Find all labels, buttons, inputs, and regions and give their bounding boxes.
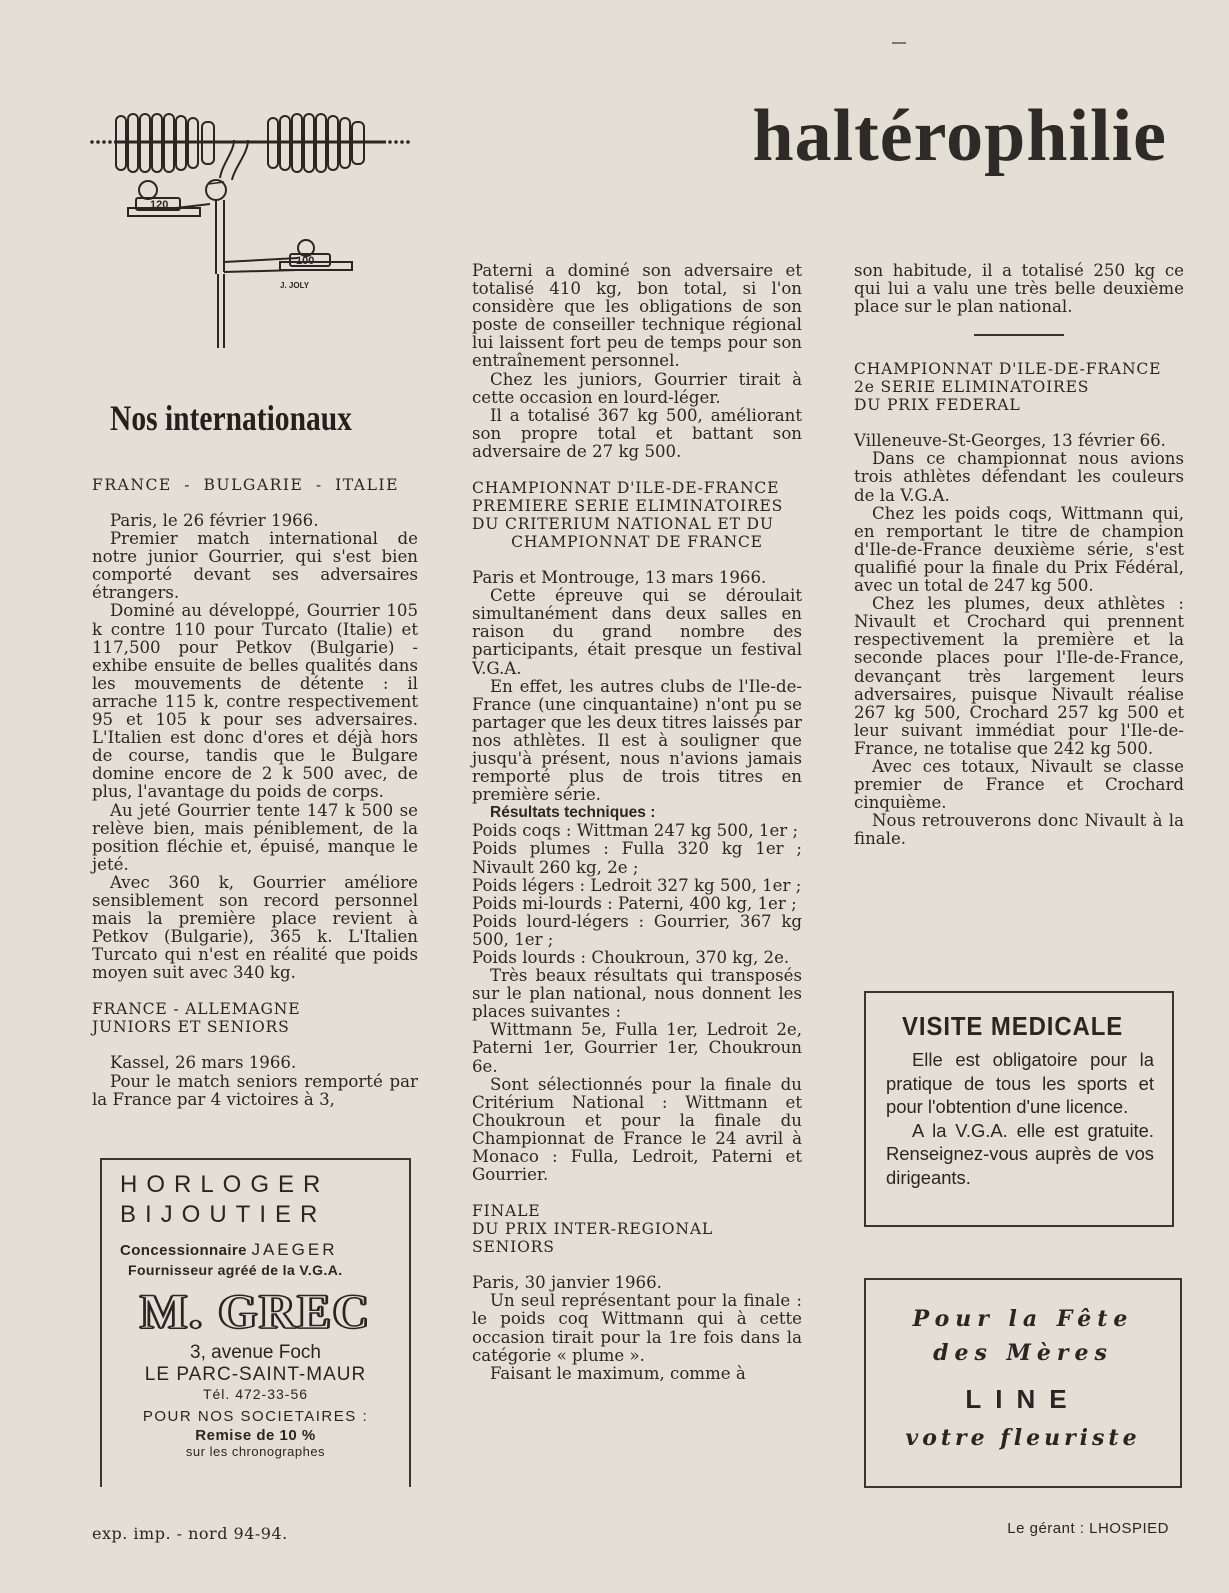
paragraph: Sont sélectionnés pour la finale du Critérium National : Wittmann et Choukroun et pour la finale du Championnat de France le 24 avril à Monaco : Fulla, Ledroit, Paterni et Gourrier.	[472, 1074, 802, 1185]
box-paragraph: Elle est obligatoire pour la pratique de tous les sports et pour l'obtention d'une licence.	[886, 1049, 1154, 1117]
article-heading	[472, 1202, 802, 1256]
paragraph: Avec ces totaux, Nivault se classe premier de France et Crochard cinquième.	[854, 756, 1184, 813]
dateline: Villeneuve-St-Georges, 13 février 66.	[854, 431, 1166, 451]
ad-shop-name: M. GREC	[140, 1283, 371, 1339]
bar-dots-left	[90, 140, 112, 144]
stray-mark	[892, 42, 906, 44]
ad-concession	[120, 1240, 409, 1260]
heading-line: DU CRITERIUM NATIONAL ET DU	[472, 515, 774, 534]
weightlifter-illustration	[84, 104, 430, 354]
ad-concession-label: Concessionnaire	[120, 1242, 247, 1259]
heading-line: CHAMPIONNAT D'ILE-DE-FRANCE	[472, 479, 780, 498]
result-line: Poids mi-lourds : Paterni, 400 kg, 1er ;	[472, 893, 797, 913]
paragraph: Au jeté Gourrier tente 147 k 500 se relève bien, mais péniblement, de la position fléchie et, épuisé, manque le jeté.	[92, 800, 418, 874]
page-title: haltérophilie	[752, 95, 1167, 177]
results-heading: Résultats techniques :	[490, 804, 656, 822]
heading-line: CHAMPIONNAT D'ILE-DE-FRANCE	[854, 360, 1162, 379]
plate-label-left: 120	[150, 199, 169, 211]
paragraph: Chez les juniors, Gourrier tirait à cette occasion en lourd-léger.	[472, 369, 802, 407]
medical-visit-box	[864, 991, 1174, 1227]
article-heading: FRANCE - BULGARIE - ITALIE	[92, 476, 399, 494]
bar-dots-right	[388, 140, 410, 144]
paragraph: Il a totalisé 367 kg 500, améliorant son propre total et battant son adversaire de 27 kg 500.	[472, 405, 802, 461]
paragraph: Chez les poids coqs, Wittmann qui, en remportant le titre de champion d'Ile-de-France deuxième série, s'est qualifié pour la finale du Prix Fédéral, avec un total de 247 kg 500.	[854, 503, 1184, 596]
paragraph: Faisant le maximum, comme à	[490, 1363, 746, 1383]
heading-line: JUNIORS ET SENIORS	[92, 1018, 290, 1037]
paragraph: Premier match international de notre junior Gourrier, qui s'est bien comporté devant ses adversaires étrangers.	[92, 529, 418, 603]
paragraph: Wittmann 5e, Fulla 1er, Ledroit 2e, Paterni 1er, Gourrier 1er, Choukroun 6e.	[472, 1020, 802, 1076]
result-line: Poids coqs : Wittman 247 kg 500, 1er ;	[472, 821, 799, 841]
artist-signature: J. JOLY	[280, 281, 310, 290]
article-heading	[854, 360, 1184, 414]
paragraph: son habitude, il a totalisé 250 kg ce qui lui a valu une très belle deuxième place sur le plan national.	[854, 261, 1184, 317]
ad-discount: Remise de 10 %	[195, 1427, 316, 1444]
column-1	[92, 398, 418, 1109]
ad-line: Pour la Fête	[912, 1306, 1134, 1332]
box-title: VISITE MEDICALE	[902, 1011, 1124, 1041]
article-heading	[92, 1000, 418, 1036]
article-heading	[472, 479, 802, 551]
florist-advertisement	[864, 1278, 1182, 1488]
dateline: Paris et Montrouge, 13 mars 1966.	[472, 568, 767, 588]
ad-florist-name: LINE	[965, 1384, 1081, 1414]
paragraph: Pour le match seniors remporté par la France par 4 victoires à 3,	[92, 1071, 418, 1109]
heading-line: DU PRIX FEDERAL	[854, 396, 1021, 415]
section-title: Nos internationaux	[110, 398, 352, 438]
column-2	[472, 262, 802, 1383]
heading-line: DU PRIX INTER-REGIONAL	[472, 1220, 714, 1239]
paragraph: Dominé au développé, Gourrier 105 k contre 110 pour Turcato (Italie) et 117,500 pour Petkov (Bulgarie) - exhibe ensuite de belles qualités dans les mouvements de détente : il arrache 115 k, contre respectivement 95 et 105 k pour ses adversaires. L'Italien est donc d'ores et déjà hors de course, tandis que le Bulgare domine encore de 2 k 500 avec, de plus, l'avantage du poids de corps.	[92, 601, 418, 802]
heading-line: PREMIERE SERIE ELIMINATOIRES	[472, 497, 784, 516]
result-line: Poids lourd-légers : Gourrier, 367 kg 500, 1er ;	[472, 911, 802, 949]
dateline: Paris, 30 janvier 1966.	[472, 1273, 662, 1293]
ad-supplier: Fournisseur agréé de la V.G.A.	[128, 1262, 343, 1278]
paragraph: Paterni a dominé son adversaire et totalisé 410 kg, bon total, si l'on considère que les obligations de son poste de conseiller technique régional lui laissent fort peu de temps pour son entraînement personnel.	[472, 261, 802, 371]
ad-phone: Tél. 472-33-56	[202, 1386, 309, 1402]
ad-brand-jaeger: JAEGER	[251, 1240, 338, 1259]
heading-line: 2e SERIE ELIMINATOIRES	[854, 378, 1090, 397]
box-paragraph: A la V.G.A. elle est gratuite. Renseignez-vous auprès de vos dirigeants.	[886, 1119, 1154, 1188]
paragraph: Chez les plumes, deux athlètes : Nivault et Crochard qui prennent respectivement la première et la seconde places pour l'Ile-de-France, devançant très largement leurs adversaires, puisque Nivault réalise 267 kg 500, Crochard 257 kg 500 et leur suivant immédiat pour l'Ile-de-France, ne totalise que 242 kg 500.	[854, 594, 1184, 758]
paragraph: Cette épreuve qui se déroulait simultanément dans deux salles en raison du grand nombre des participants, était presque un festival V.G.A.	[472, 586, 802, 678]
dateline: Paris, le 26 février 1966.	[110, 511, 319, 530]
heading-line: FINALE	[472, 1202, 541, 1221]
manager-credit: Le gérant : LHOSPIED	[1007, 1520, 1169, 1537]
plate-label-right: 100	[296, 255, 315, 267]
paragraph: En effet, les autres clubs de l'Ile-de-France (une cinquantaine) n'ont pu se partager que les deux titres laissés par nos athlètes. Il est à souligner que jusqu'à présent, nous n'avions jamais remporté plus de trois titres en première série.	[472, 676, 802, 805]
paragraph: Dans ce championnat nous avions trois athlètes défendant les couleurs de la V.G.A.	[854, 449, 1184, 505]
heading-line: CHAMPIONNAT DE FRANCE	[511, 533, 763, 552]
heading-line: FRANCE - ALLEMAGNE	[92, 1000, 301, 1019]
ad-line-horloger: HORLOGER	[120, 1171, 330, 1198]
ad-line: des Mères	[933, 1340, 1113, 1366]
paragraph: Un seul représentant pour la finale : le poids coq Wittmann qui à cette occasion tirait pour la 1re fois dans la catégorie « plume ».	[472, 1291, 802, 1365]
ad-members: POUR NOS SOCIETAIRES :	[142, 1408, 369, 1425]
printer-credit: exp. imp. - nord 94-94.	[92, 1524, 288, 1543]
ad-line-bijoutier: BIJOUTIER	[120, 1201, 327, 1228]
ad-line: votre fleuriste	[905, 1425, 1141, 1451]
ad-address-street: 3, avenue Foch	[190, 1342, 321, 1363]
heading-line: SENIORS	[472, 1238, 555, 1257]
ad-discount-detail: sur les chronographes	[185, 1444, 326, 1459]
result-line: Poids légers : Ledroit 327 kg 500, 1er ;	[472, 875, 802, 895]
column-3	[854, 262, 1184, 848]
result-line: Poids lourds : Choukroun, 370 kg, 2e.	[472, 948, 790, 967]
jeweler-advertisement	[100, 1158, 411, 1487]
paragraph: Avec 360 k, Gourrier améliore sensiblement son record personnel mais la première place revient à Petkov (Bulgarie), 365 k. L'Italien Turcato qui n'est en réalité que poids moyen suit avec 340 kg.	[92, 872, 418, 983]
ad-address-town: LE PARC-SAINT-MAUR	[144, 1364, 367, 1385]
result-line: Poids plumes : Fulla 320 kg 1er ; Nivault 260 kg, 2e ;	[472, 839, 802, 877]
paragraph: Nous retrouverons donc Nivault à la finale.	[854, 811, 1184, 849]
dateline: Kassel, 26 mars 1966.	[110, 1053, 297, 1073]
paragraph: Très beaux résultats qui transposés sur le plan national, nous donnent les places suivantes :	[472, 966, 802, 1022]
